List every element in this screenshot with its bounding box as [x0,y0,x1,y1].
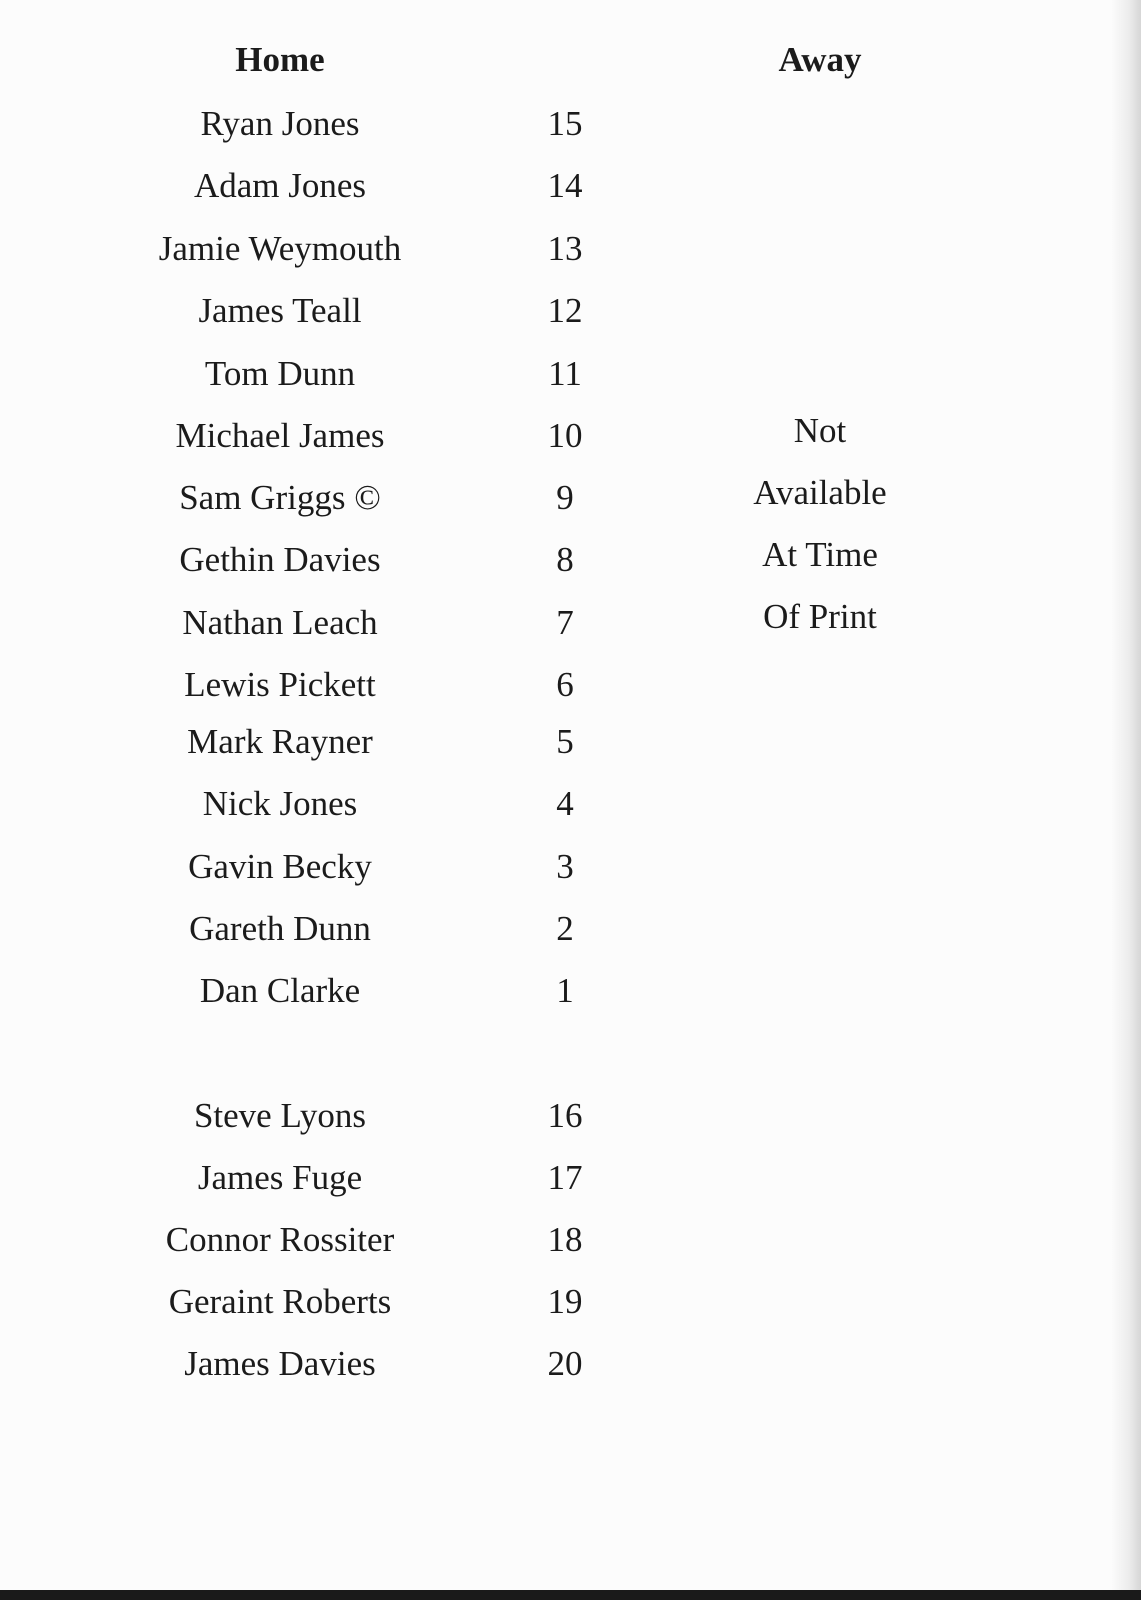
replacement-row [0,1216,700,1264]
player-number: 18 [547,1220,583,1259]
player-name: Gethin Davies [179,540,381,579]
away-heading: Away [778,40,862,79]
player-number: 17 [547,1158,583,1197]
player-name: Lewis Pickett [184,665,376,704]
player-number: 3 [556,847,574,886]
player-row [0,350,700,398]
scan-bottom-border [0,1590,1141,1600]
away-note-line: Available [753,473,887,512]
replacement-row [0,1340,700,1388]
player-row [0,225,700,273]
replacement-row [0,1278,700,1326]
away-note-line: Not [793,411,847,450]
player-number: 2 [556,909,574,948]
away-team-note [710,400,930,648]
player-row [0,843,700,891]
player-name: Sam Griggs © [179,478,381,517]
replacement-row [0,1154,700,1202]
away-note-line: At Time [762,535,878,574]
replacement-row [0,1092,700,1140]
player-name: Gavin Becky [188,847,372,886]
player-row [0,100,700,148]
home-heading: Home [235,40,325,79]
player-row [0,905,700,953]
player-name: Dan Clarke [199,971,361,1010]
player-number: 7 [556,603,574,642]
player-number: 12 [547,291,583,330]
player-number: 6 [556,665,574,704]
player-name: James Fuge [197,1158,363,1197]
player-name: Tom Dunn [204,354,356,393]
player-name: Steve Lyons [193,1096,367,1135]
player-row [0,162,700,210]
player-number: 1 [556,971,574,1010]
player-name: Michael James [175,416,385,455]
player-name: James Teall [198,291,362,330]
player-name: Connor Rossiter [165,1220,395,1259]
player-row [0,474,700,522]
player-name: Nathan Leach [182,603,378,642]
player-name: Adam Jones [193,166,367,205]
player-name: Mark Rayner [187,722,373,761]
player-row [0,536,700,584]
page-edge-shadow [1111,0,1141,1600]
player-number: 19 [547,1282,583,1321]
player-name: Ryan Jones [200,104,360,143]
player-row [0,412,700,460]
player-row [0,287,700,335]
player-number: 13 [547,229,583,268]
player-number: 5 [556,722,574,761]
player-name: Nick Jones [202,784,358,823]
player-row [0,967,700,1015]
player-name: Gareth Dunn [189,909,371,948]
player-name: James Davies [184,1344,376,1383]
player-number: 10 [547,416,583,455]
player-number: 16 [547,1096,583,1135]
player-number: 4 [556,784,574,823]
player-number: 14 [547,166,583,205]
player-number: 20 [547,1344,583,1383]
player-number: 15 [547,104,583,143]
player-name: Jamie Weymouth [158,229,402,268]
player-row [0,599,700,647]
player-row [0,661,700,709]
player-number: 9 [556,478,574,517]
player-number: 11 [548,354,582,393]
player-row [0,718,700,766]
player-number: 8 [556,540,574,579]
away-note-line: Of Print [763,597,877,636]
player-row [0,780,700,828]
player-name: Geraint Roberts [168,1282,392,1321]
